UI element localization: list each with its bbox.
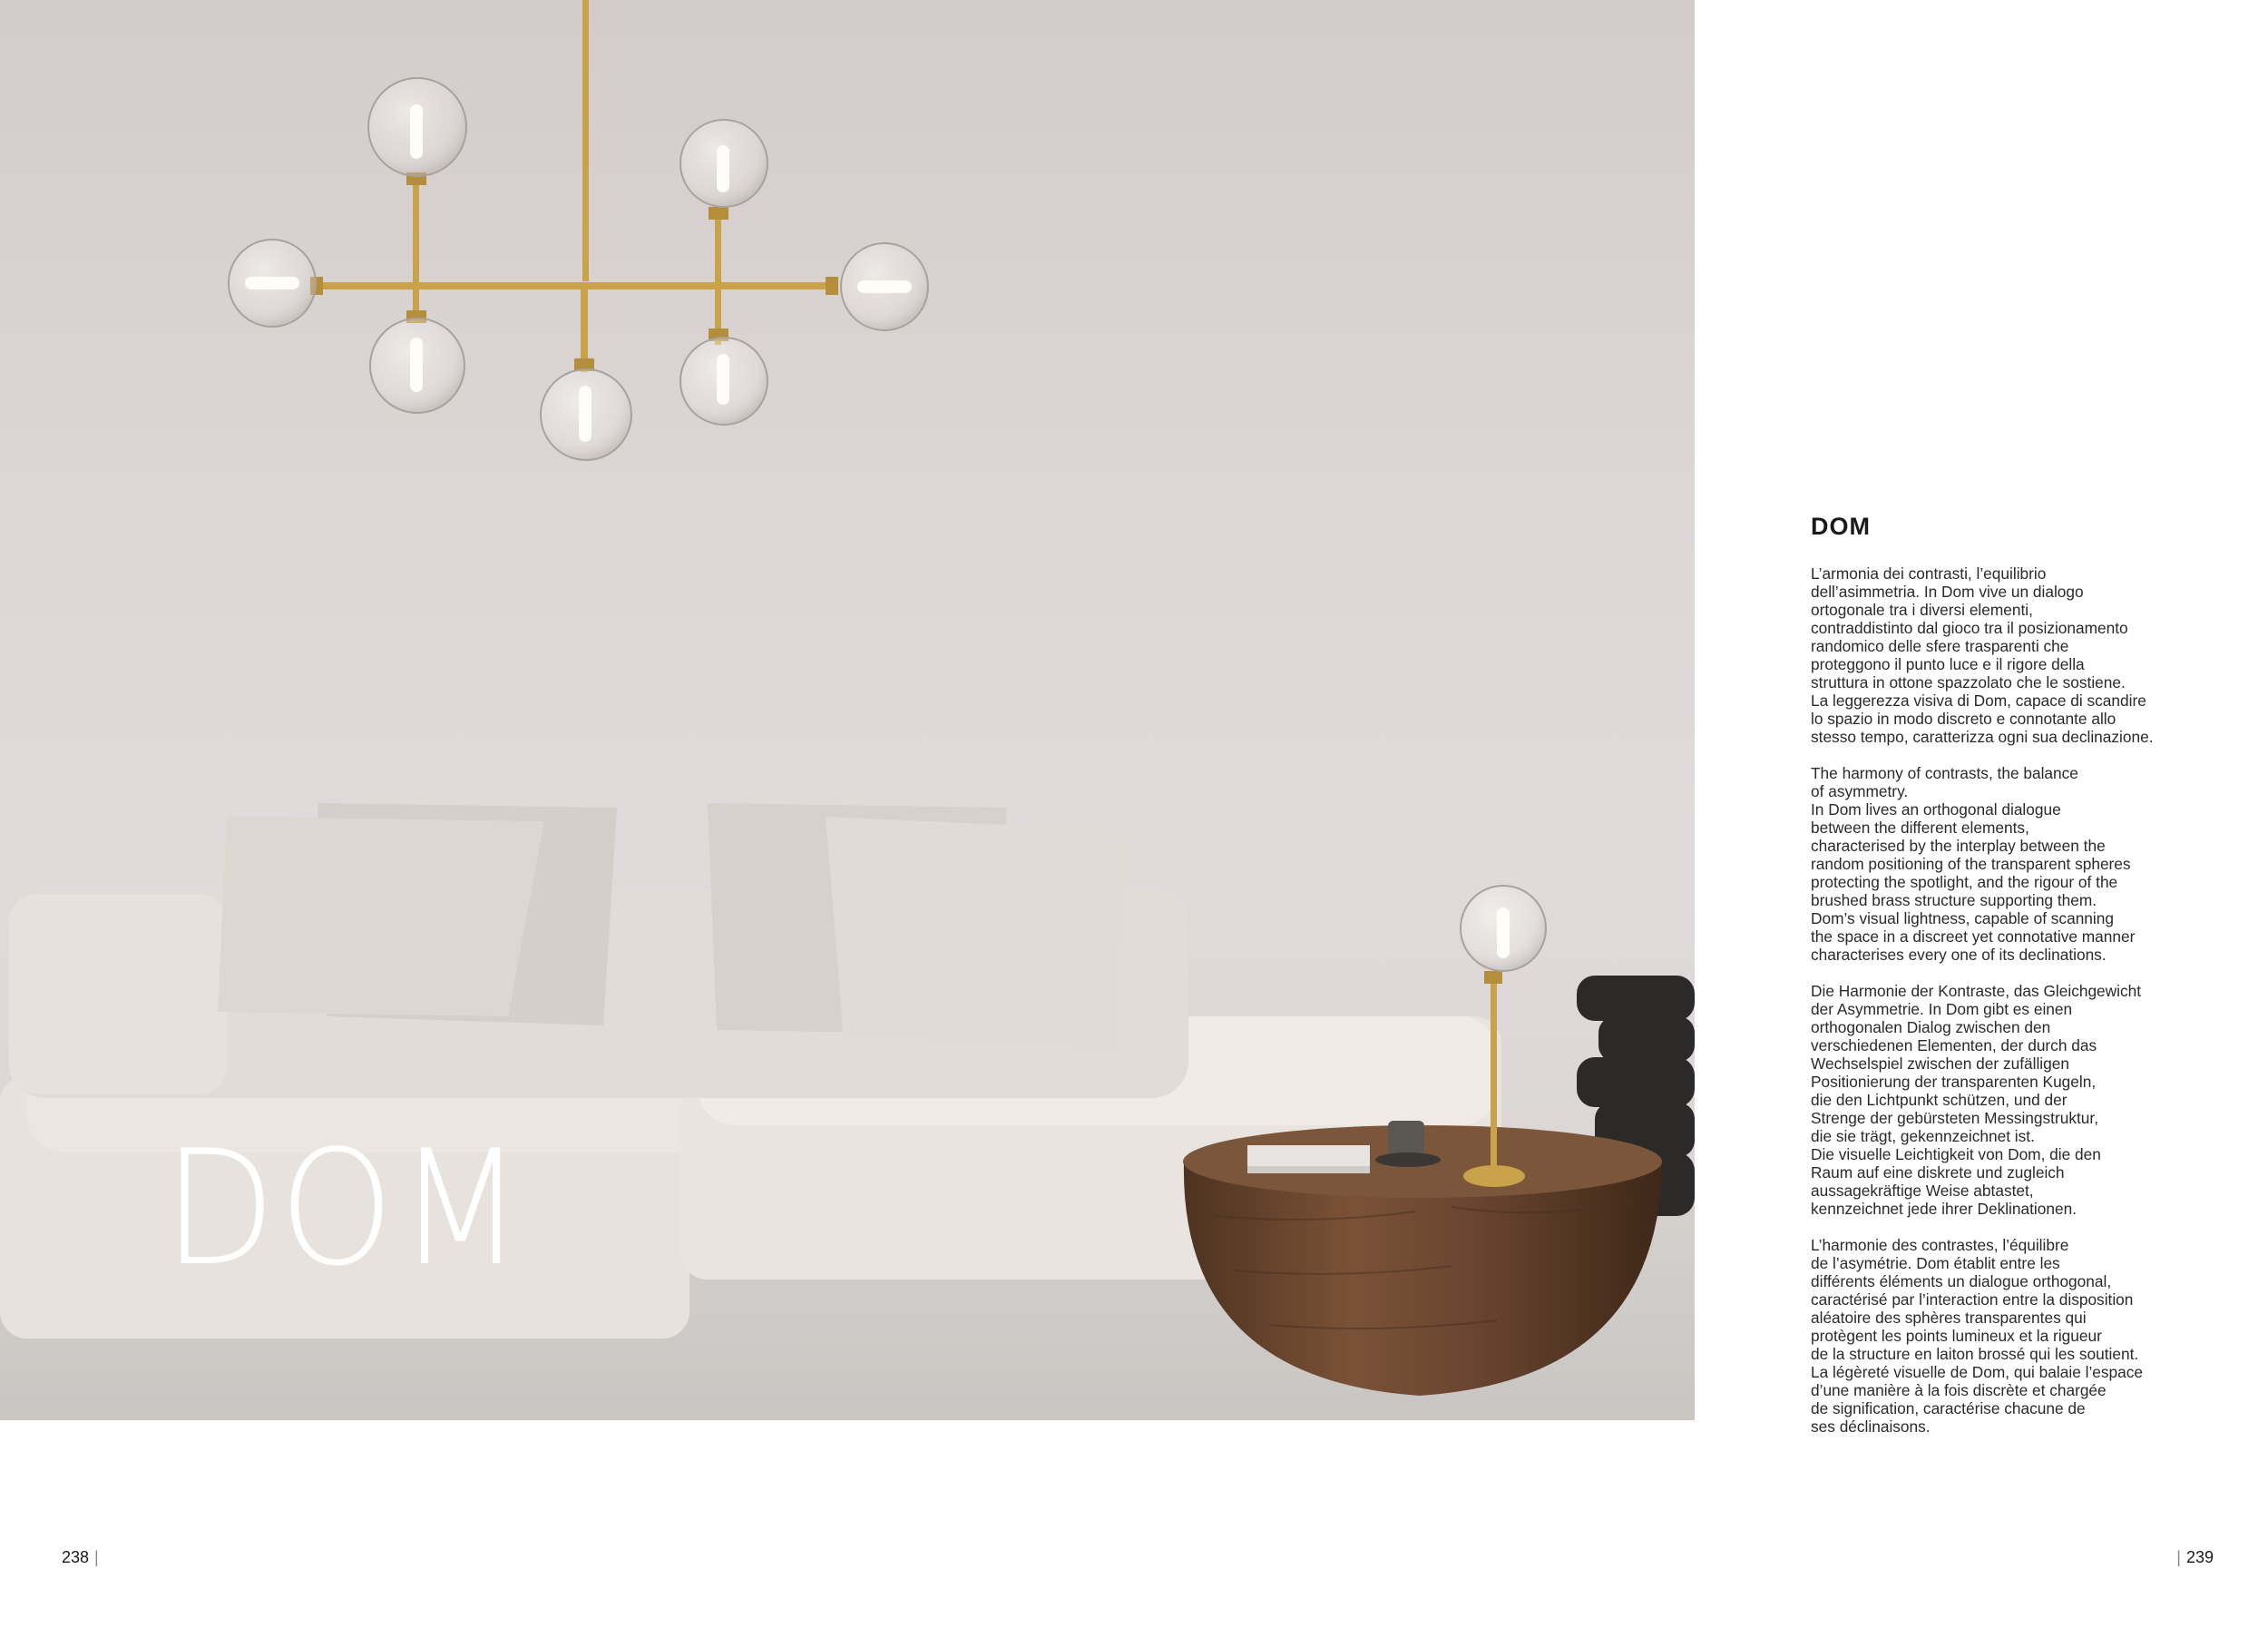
page-number-left-value: 238 bbox=[62, 1548, 90, 1566]
hero-title: DOM bbox=[163, 1117, 527, 1301]
paragraph-french: L’harmonie des contrastes, l’équilibre de l’asymétrie. Dom établit entre les différents éléments un dialogue orthogonal, caractérisé par l’interaction entre la disposition aléatoire des sphères transparentes qui protègent les points lumineux et la rigueur de la structure en laiton brossé qui les soutient. La légèreté visuelle de Dom, qui balaie l’espace d’une manière à la fois discrète et chargée de signification, caractérise chacune de ses déclinaisons. bbox=[1811, 1236, 2144, 1436]
section-title: DOM bbox=[1811, 513, 1871, 540]
page-number-left bbox=[62, 1548, 104, 1567]
page-number-right-value: 239 bbox=[2185, 1548, 2214, 1566]
page-number-right bbox=[2171, 1548, 2214, 1567]
description-column bbox=[1811, 513, 2237, 1454]
page-separator-right: | bbox=[2176, 1548, 2181, 1566]
chandelier bbox=[229, 0, 928, 460]
paragraph-english: The harmony of contrasts, the balance of asymmetry. In Dom lives an orthogonal dialogue between the different elements, characterised by the interplay between the random positioning of the transparent spheres protecting the spotlight, and the rigour of the brushed brass structure supporting them. Dom’s visual lightness, capable of scanning the space in a discreet yet connotative manner characterises every one of its declinations. bbox=[1811, 764, 2136, 964]
paragraph-german: Die Harmonie der Kontraste, das Gleichgewicht der Asymmetrie. In Dom gibt es einen orthogonalen Dialog zwischen den verschiedenen Elementen, der durch das Wechselspiel zwischen der zufälligen Positionierung der transparenten Kugeln, die den Lichtpunkt schützen, und der Strenge der gebürsteten Messingstruktur, die sie trägt, gekennzeichnet ist. Die visuelle Leichtigkeit von Dom, die den Raum auf eine diskrete und zugleich aussagekräftige Weise abtastet, kennzeichnet jede ihrer Deklinationen. bbox=[1811, 982, 2142, 1218]
page-separator-left: | bbox=[94, 1548, 99, 1566]
paragraph-italian: L’armonia dei contrasti, l’equilibrio dell’asimmetria. In Dom vive un dialogo ortogonale tra i diversi elementi, contraddistinto dal gioco tra il posizionamento randomico delle sfere trasparenti che proteggono il punto luce e il rigore della struttura in ottone spazzolato che le sostiene. La leggerezza visiva di Dom, capace di scandire lo spazio in modo discreto e connotante allo stesso tempo, caratterizza ogni sua declinazione. bbox=[1811, 564, 2154, 746]
